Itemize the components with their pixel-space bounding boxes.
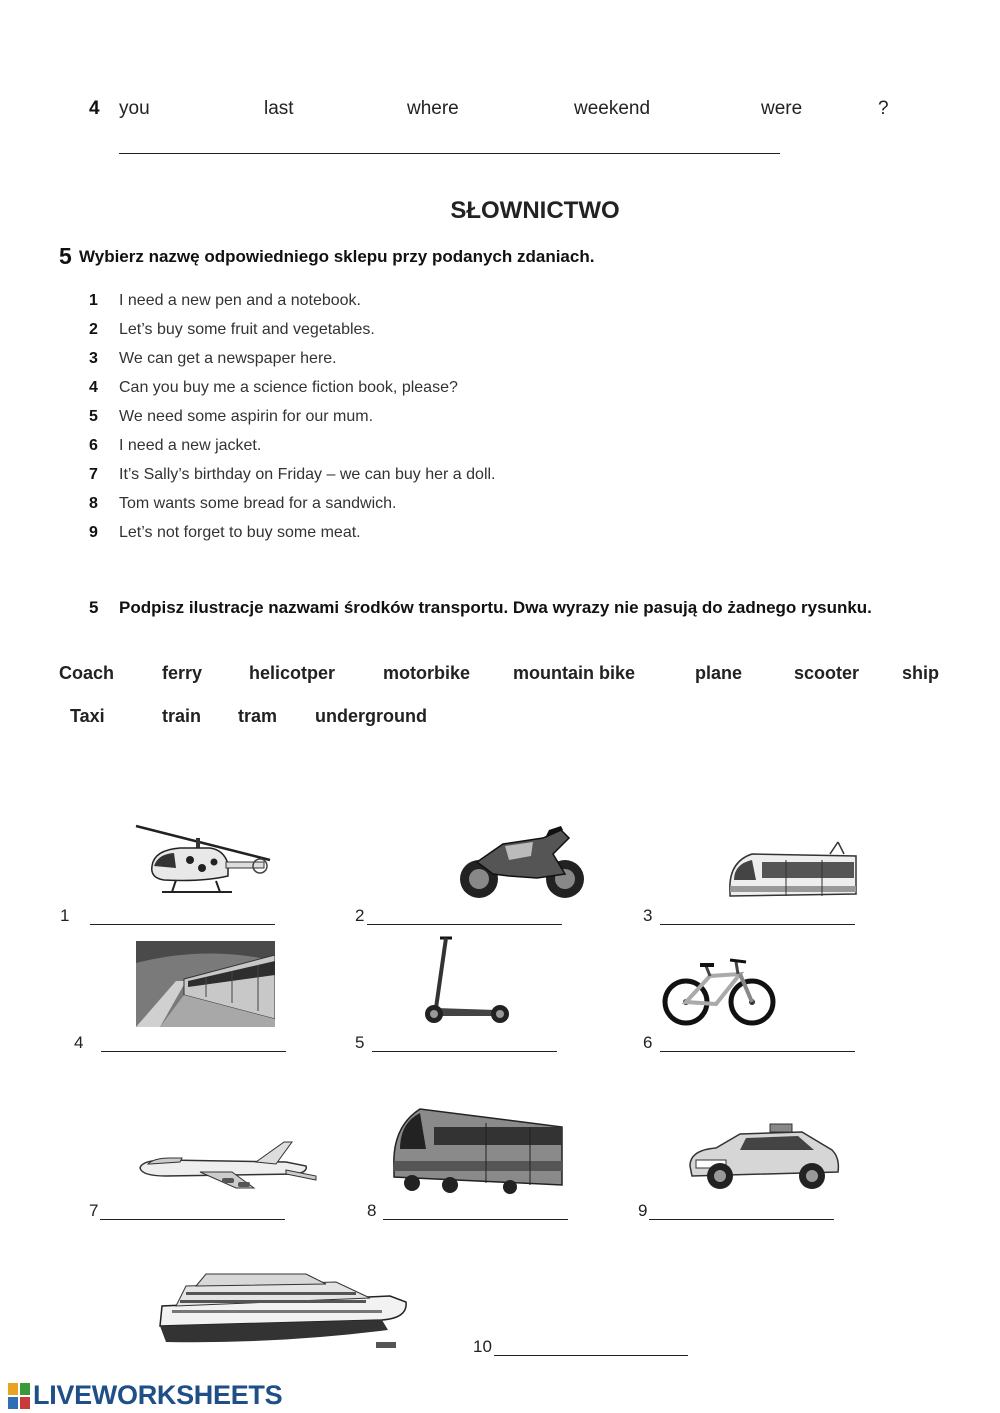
answer-line[interactable] (101, 1051, 286, 1052)
answer-number: 6 (643, 1033, 653, 1052)
ship-icon (156, 1270, 410, 1352)
tram-icon (726, 840, 858, 906)
scrambled-word: last (264, 98, 294, 119)
exercise-5b-instruction: Podpisz ilustracje nazwami środków transportu. Dwa wyrazy nie pasują do żadnego rysunku. (119, 598, 872, 617)
list-item: 6 I need a new jacket. (89, 437, 262, 454)
answer-number: 7 (89, 1201, 99, 1220)
answer-number: 9 (638, 1201, 648, 1220)
scrambled-word: you (119, 98, 150, 119)
answer-number: 2 (355, 906, 365, 925)
answer-number: 4 (74, 1033, 84, 1052)
word-bank-item: underground (315, 706, 427, 726)
exercise-5-instruction: Wybierz nazwę odpowiedniego sklepu przy podanych zdaniach. (79, 247, 595, 266)
list-item: 4 Can you buy me a science fiction book, please? (89, 379, 458, 396)
list-item: 7 It’s Sally’s birthday on Friday – we can buy her a doll. (89, 466, 496, 483)
word-bank-item: tram (238, 706, 278, 726)
word-bank-item: mountain bike (513, 663, 636, 683)
helicopter-icon (132, 820, 272, 902)
answer-line[interactable] (494, 1355, 688, 1356)
scooter-icon (418, 934, 514, 1026)
list-item: 9 Let’s not forget to buy some meat. (89, 524, 361, 541)
mountain-bike-icon (662, 954, 778, 1030)
answer-line[interactable] (660, 1051, 855, 1052)
word-bank-item: plane (695, 663, 743, 683)
train-icon (390, 1103, 564, 1195)
answer-number: 3 (643, 906, 653, 925)
liveworksheets-brand: LIVEWORKSHEETS (33, 1380, 283, 1410)
scrambled-word: weekend (574, 98, 651, 119)
answer-line[interactable] (367, 924, 562, 925)
scrambled-word: ? (878, 98, 889, 119)
exercise-5-number: 5 (59, 243, 72, 269)
scrambled-word: where (407, 98, 459, 119)
exercise-5b-number: 5 (89, 598, 99, 617)
word-bank-item: helicotper (249, 663, 336, 683)
answer-line[interactable] (372, 1051, 557, 1052)
answer-number: 8 (367, 1201, 377, 1220)
answer-number: 10 (473, 1337, 492, 1356)
word-bank-item: motorbike (383, 663, 471, 683)
list-item: 8 Tom wants some bread for a sandwich. (89, 495, 397, 512)
liveworksheets-logo (8, 1380, 282, 1411)
list-item: 2 Let’s buy some fruit and vegetables. (89, 321, 375, 338)
list-item: 5 We need some aspirin for our mum. (89, 408, 374, 425)
word-bank-item: ship (902, 663, 940, 683)
list-item: 3 We can get a newspaper here. (89, 350, 337, 367)
liveworksheets-logo-icon (8, 1383, 30, 1409)
answer-number: 1 (60, 906, 70, 925)
exercise-4-answer-line[interactable] (119, 153, 780, 154)
section-title: SŁOWNICTWO (450, 197, 620, 224)
word-bank-item: scooter (794, 663, 860, 683)
taxi-icon (686, 1120, 842, 1196)
answer-line[interactable] (90, 924, 275, 925)
word-bank-item: Taxi (70, 706, 105, 726)
underground-icon (136, 941, 275, 1027)
answer-line[interactable] (100, 1219, 285, 1220)
exercise-4-number: 4 (89, 98, 100, 119)
answer-line[interactable] (649, 1219, 834, 1220)
word-bank-item: ferry (162, 663, 203, 683)
word-bank-item: train (162, 706, 202, 726)
answer-number: 5 (355, 1033, 365, 1052)
answer-line[interactable] (660, 924, 855, 925)
motorbike-icon (453, 824, 591, 900)
word-bank-item: Coach (59, 663, 115, 683)
answer-line[interactable] (383, 1219, 568, 1220)
list-item: 1 I need a new pen and a notebook. (89, 292, 361, 309)
plane-icon (136, 1140, 320, 1192)
scrambled-word: were (761, 98, 803, 119)
